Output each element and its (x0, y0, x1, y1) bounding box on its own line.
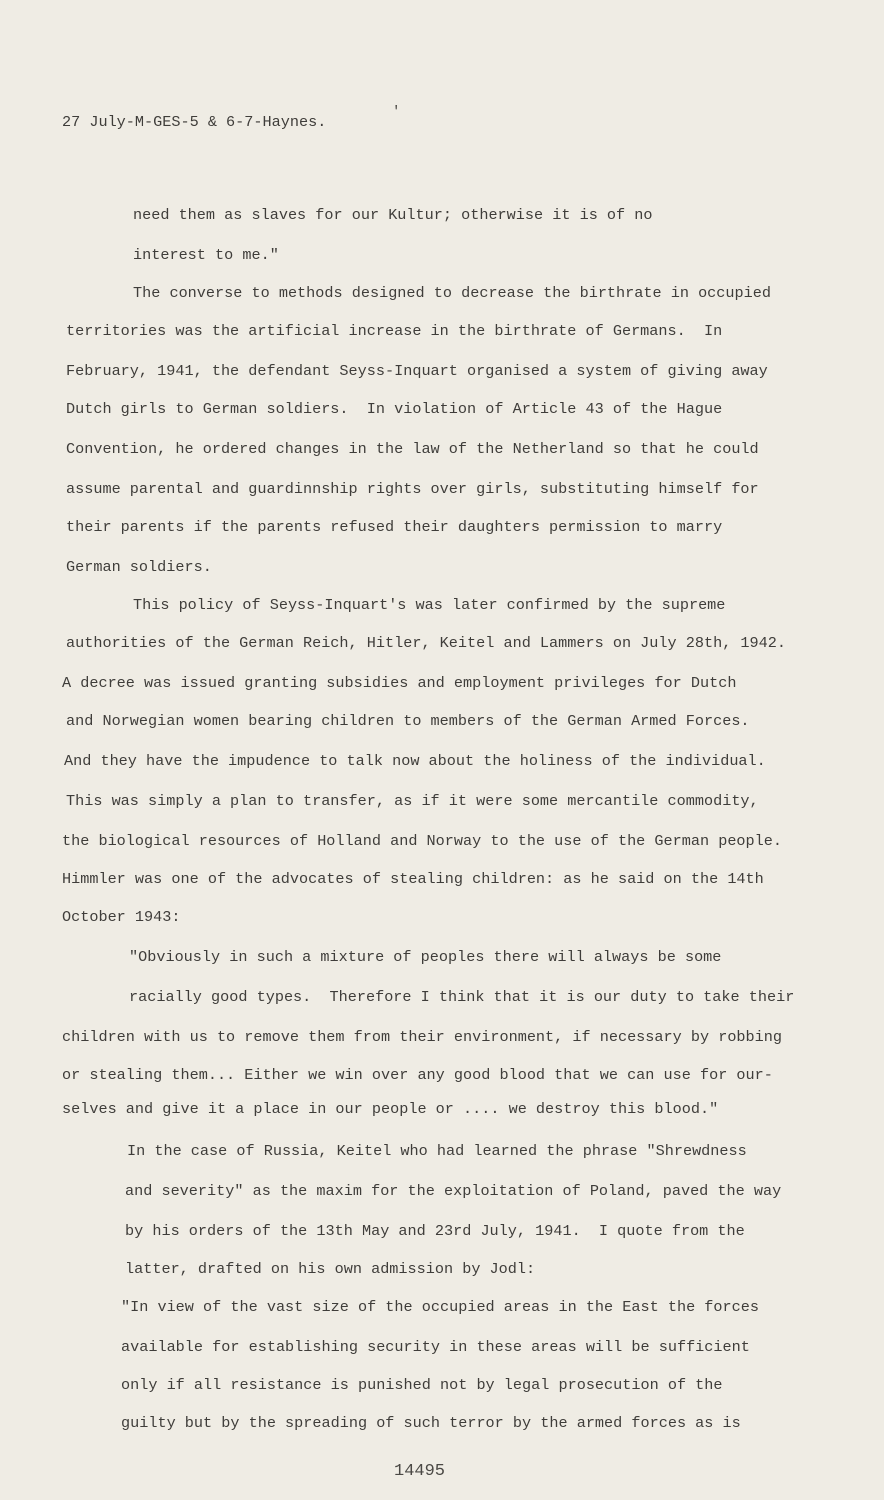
text-line-32: guilty but by the spreading of such terror by the armed forces as is (121, 1414, 741, 1432)
text-line-8: assume parental and guardinnship rights over girls, substituting himself for (66, 480, 759, 498)
text-line-21: racially good types. Therefore I think that it is our duty to take their (129, 988, 795, 1006)
text-line-16: This was simply a plan to transfer, as if it were some mercantile commodity, (66, 792, 759, 810)
text-line-27: by his orders of the 13th May and 23rd July, 1941. I quote from the (125, 1222, 745, 1240)
text-line-1: need them as slaves for our Kultur; otherwise it is of no (133, 206, 653, 224)
text-line-19: October 1943: (62, 908, 181, 926)
text-line-20: "Obviously in such a mixture of peoples there will always be some (129, 948, 722, 966)
page-number: 14495 (394, 1462, 446, 1481)
text-line-15: And they have the impudence to talk now about the holiness of the individual. (64, 752, 766, 770)
text-line-2: interest to me." (133, 246, 279, 264)
stray-pen-mark: ′ (392, 104, 401, 120)
text-line-23: or stealing them... Either we win over any good blood that we can use for our- (62, 1066, 773, 1084)
text-line-3: The converse to methods designed to decrease the birthrate in occupied (133, 284, 771, 302)
text-line-17: the biological resources of Holland and Norway to the use of the German people. (62, 832, 783, 850)
text-line-29: "In view of the vast size of the occupied areas in the East the forces (121, 1298, 759, 1316)
text-line-9: their parents if the parents refused their daughters permission to marry (66, 518, 723, 536)
text-line-7: Convention, he ordered changes in the law of the Netherland so that he could (66, 440, 759, 458)
text-line-5: February, 1941, the defendant Seyss-Inquart organised a system of giving away (66, 362, 768, 380)
text-line-4: territories was the artificial increase in the birthrate of Germans. In (66, 322, 723, 340)
text-line-11: This policy of Seyss-Inquart's was later confirmed by the supreme (133, 596, 726, 614)
text-line-30: available for establishing security in these areas will be sufficient (121, 1338, 750, 1356)
text-line-28: latter, drafted on his own admission by Jodl: (125, 1260, 536, 1278)
text-line-14: and Norwegian women bearing children to members of the German Armed Forces. (66, 712, 750, 730)
text-line-24: selves and give it a place in our people or .... we destroy this blood." (62, 1100, 719, 1118)
text-line-12: authorities of the German Reich, Hitler, Keitel and Lammers on July 28th, 1942. (66, 634, 787, 652)
text-line-25: In the case of Russia, Keitel who had learned the phrase "Shrewdness (127, 1142, 747, 1160)
text-line-31: only if all resistance is punished not by legal prosecution of the (121, 1376, 723, 1394)
text-line-18: Himmler was one of the advocates of stealing children: as he said on the 14th (62, 870, 764, 888)
text-line-26: and severity" as the maxim for the exploitation of Poland, paved the way (125, 1182, 782, 1200)
text-line-22: children with us to remove them from their environment, if necessary by robbing (62, 1028, 783, 1046)
text-line-6: Dutch girls to German soldiers. In violation of Article 43 of the Hague (66, 400, 723, 418)
page-header: 27 July-M-GES-5 & 6-7-Haynes. (62, 113, 327, 131)
text-line-13: A decree was issued granting subsidies and employment privileges for Dutch (62, 674, 737, 692)
text-line-10: German soldiers. (66, 558, 212, 576)
